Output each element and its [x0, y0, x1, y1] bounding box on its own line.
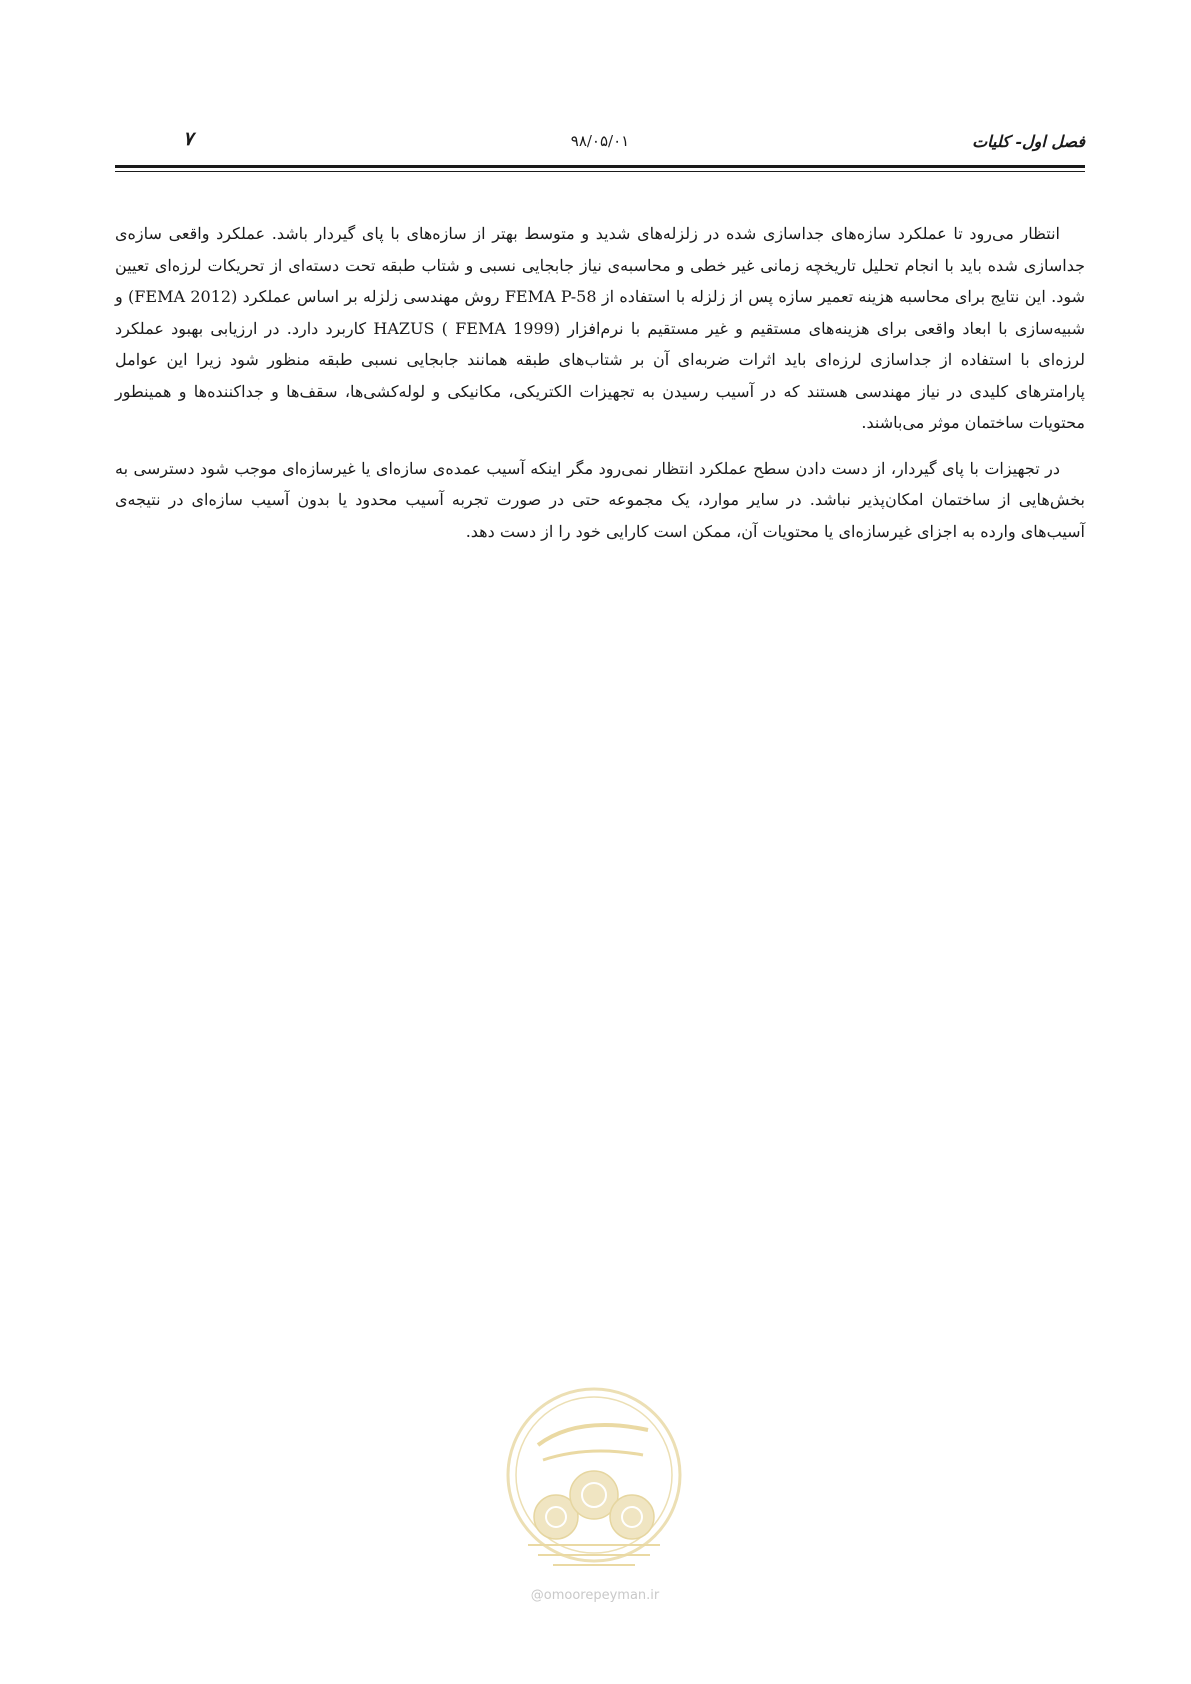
header-rule-thick — [115, 165, 1085, 168]
header-date: ۹۸/۰۵/۰۱ — [570, 132, 630, 150]
watermark-site: @omoorepeyman.ir — [530, 1588, 660, 1603]
document-body — [115, 218, 1085, 561]
paragraph-1: انتظار می‌رود تا عملکرد سازه‌های جداسازی شده در زلزله‌های شدید و متوسط بهتر از سازه‌های با پای گیردار باشد. عملکرد واقعی سازه‌ی جداسازی شده باید با انجام تحلیل تاریخچه زمانی غیر خطی و محاسبه‌ی نیاز جابجایی نسبی و شتاب طبقه تحت دسته‌ای از تحریکات لرزه‌ای تعیین شود. این نتایج برای محاسبه هزینه تعمیر سازه پس از زلزله با استفاده از FEMA P-58 روش مهندسی زلزله بر اساس عملکرد (FEMA 2012) و شبیه‌سازی با ابعاد واقعی برای هزینه‌های مستقیم و غیر مستقیم با نرم‌افزار HAZUS ( FEMA 1999) کاربرد دارد. در ارزیابی بهبود عملکرد لرزه‌ای با استفاده از جداسازی لرزه‌ای باید اثرات ضربه‌ای آن بر شتاب‌های طبقه همانند جابجایی نسبی طبقه منظور شود زیرا این عوامل پارامترهای کلیدی در نیاز مهندسی هستند که در آسیب رسیدن به تجهیزات الکتریکی، مکانیکی و لوله‌کشی‌ها، سقف‌ها و جداکننده‌ها و همینطور محتویات ساختمان موثر می‌باشند. — [115, 224, 1086, 432]
page-header — [115, 128, 1085, 158]
watermark-logo-icon — [498, 1375, 690, 1580]
chapter-title: فصل اول- کلیات — [972, 132, 1085, 151]
paragraph-2: در تجهیزات با پای گیردار، از دست دادن سطح عملکرد انتظار نمی‌رود مگر اینکه آسیب عمده‌ی سازه‌ای یا غیرسازه‌ای موجب شود دسترسی به بخش‌هایی از ساختمان امکان‌پذیر نباشد. در سایر موارد، یک مجموعه حتی در صورت تجربه آسیب محدود یا بدون آسیب سازه‌ای در نتیجه‌ی آسیب‌های وارده به اجزای غیرسازه‌ای یا محتویات آن، ممکن است کارایی خود را از دست دهد. — [115, 458, 1085, 541]
page-number: ۷ — [183, 128, 194, 150]
header-rule-thin — [115, 171, 1085, 172]
